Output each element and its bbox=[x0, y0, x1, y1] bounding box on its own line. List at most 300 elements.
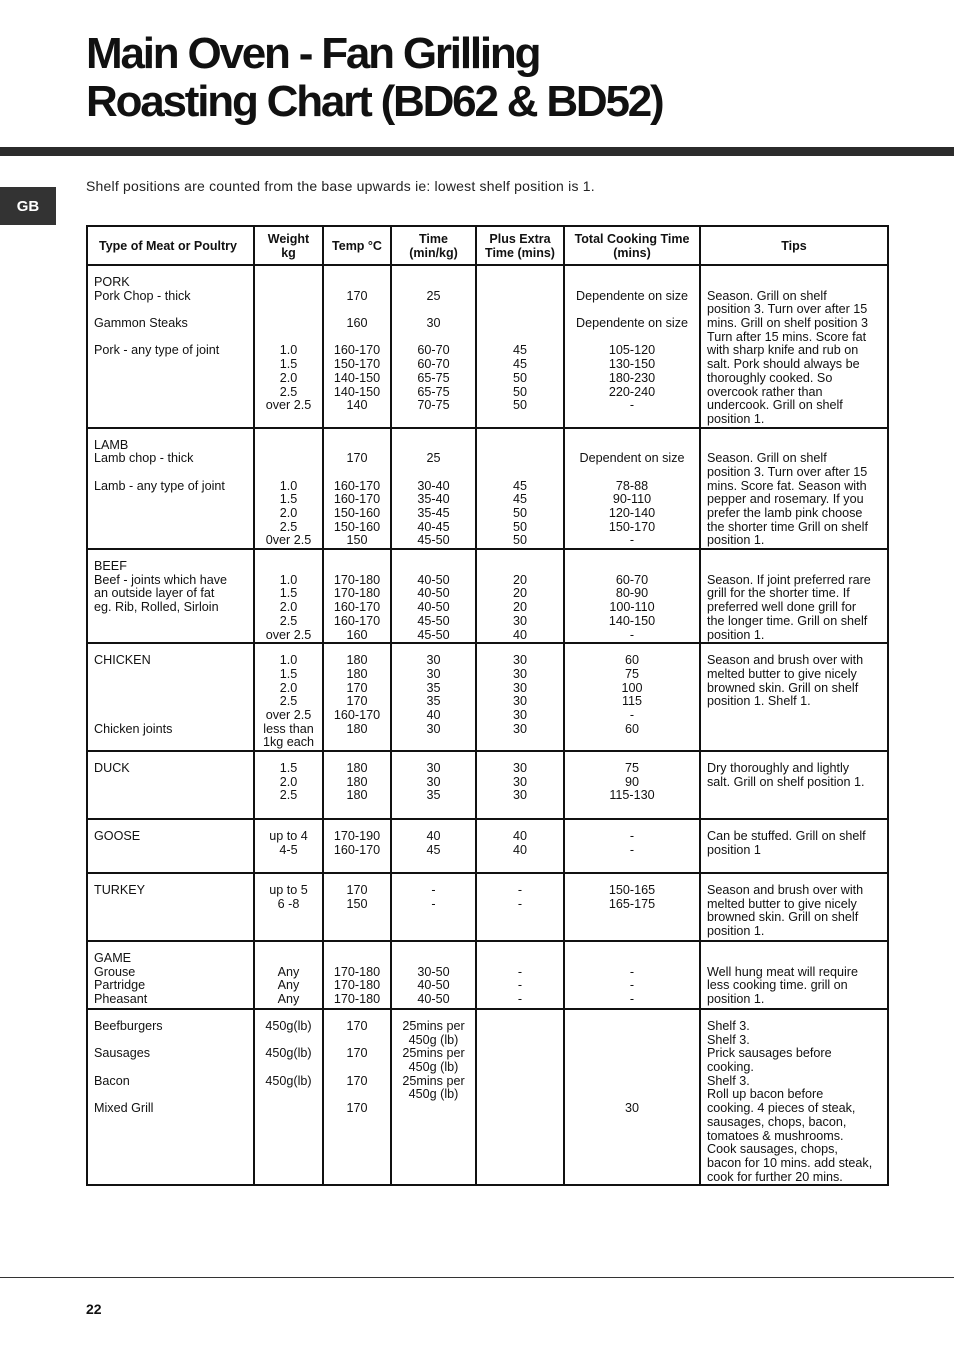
cell-total-time bbox=[564, 428, 700, 550]
cell-line: Prick sausages before bbox=[707, 1046, 832, 1061]
cell-time bbox=[391, 549, 476, 643]
cell-line: TURKEY bbox=[94, 883, 146, 897]
cell-line: 40 bbox=[512, 842, 527, 857]
cell-line: mins. Grill on shelf position 3 bbox=[707, 316, 868, 331]
cell-line: 40-50 bbox=[417, 978, 450, 993]
cell-line: 60-70 bbox=[615, 572, 649, 587]
cell-line: 25mins per bbox=[402, 1019, 465, 1033]
column-header-text: kg bbox=[281, 245, 296, 260]
cell-line: - bbox=[629, 842, 635, 857]
cell-line: 170 bbox=[346, 451, 368, 466]
cell-line: Any bbox=[277, 964, 300, 979]
cell-line: less than bbox=[263, 721, 314, 736]
cell-line: 150-160 bbox=[333, 506, 381, 520]
cell-line: 6 -8 bbox=[277, 896, 300, 911]
cell-line: Dependente on size bbox=[575, 316, 689, 331]
cell-weight bbox=[254, 1009, 323, 1185]
cell-tips bbox=[700, 265, 888, 428]
cell-line: 170-180 bbox=[333, 964, 381, 979]
cell-line: LAMB bbox=[94, 437, 129, 452]
cell-line: 180 bbox=[346, 774, 368, 789]
cell-extra-time bbox=[476, 941, 564, 1009]
cell-line: the shorter time Grill on shelf bbox=[707, 519, 868, 534]
cell-line: up to 5 bbox=[269, 883, 308, 897]
cell-temp bbox=[323, 1009, 391, 1185]
cell-line: 450g (lb) bbox=[408, 1087, 459, 1102]
cell-line: 1.5 bbox=[279, 761, 298, 775]
cell-temp bbox=[323, 265, 391, 428]
cell-total-time bbox=[564, 751, 700, 819]
footer-divider bbox=[0, 1277, 954, 1278]
cell-line: Pheasant bbox=[94, 992, 148, 1007]
cell-line: 120-140 bbox=[608, 506, 656, 520]
cell-line: 30-50 bbox=[417, 964, 450, 979]
cell-line bbox=[707, 439, 883, 453]
cell-line: Beefburgers bbox=[94, 1019, 163, 1033]
cell-line: 30 bbox=[512, 774, 527, 789]
cell-line bbox=[94, 1088, 249, 1102]
cell-line: Lamb chop - thick bbox=[94, 451, 194, 466]
cell-line: 2.0 bbox=[279, 506, 298, 520]
cell-line: 45-50 bbox=[417, 627, 450, 642]
cell-line: - bbox=[629, 978, 635, 993]
cell-weight bbox=[254, 265, 323, 428]
cell-line: 180 bbox=[346, 761, 368, 775]
cell-line: 1.0 bbox=[279, 478, 298, 493]
header-divider bbox=[0, 147, 954, 156]
cell-line: Season and brush over with bbox=[707, 883, 864, 897]
cell-line: 30 bbox=[512, 653, 527, 668]
cell-line: cooking. 4 pieces of steak, bbox=[707, 1101, 856, 1116]
page-title-line-2: Roasting Chart (BD62 & BD52) bbox=[86, 77, 663, 126]
cell-line bbox=[94, 331, 249, 345]
cell-line: Turn after 15 mins. Score fat bbox=[707, 329, 867, 344]
column-header-text: Temp °C bbox=[332, 238, 382, 253]
cell-line: 450g (lb) bbox=[408, 1032, 459, 1047]
cell-line bbox=[94, 1034, 249, 1048]
column-header-text: Type of Meat or Poultry bbox=[99, 238, 237, 253]
table-row bbox=[87, 549, 888, 643]
cell-line: 170 bbox=[346, 694, 368, 709]
column-header-text: Tips bbox=[781, 238, 807, 253]
cell-meat-type bbox=[87, 751, 254, 819]
column-header-text: Time bbox=[419, 231, 448, 246]
table-header-row bbox=[87, 226, 888, 265]
cell-line: 25 bbox=[426, 451, 441, 466]
cell-line: 450g(lb) bbox=[265, 1019, 312, 1033]
cell-line: over 2.5 bbox=[265, 398, 312, 413]
cell-line: 220-240 bbox=[608, 384, 656, 399]
cell-line: 50 bbox=[512, 398, 527, 413]
cell-line: 170 bbox=[346, 1046, 368, 1061]
cell-line: - bbox=[629, 829, 635, 843]
cell-line: 90-110 bbox=[612, 492, 652, 507]
table-row bbox=[87, 941, 888, 1009]
column-header-text: Total Cooking Time bbox=[574, 231, 690, 246]
cell-weight bbox=[254, 819, 323, 873]
cell-line: 35-45 bbox=[417, 506, 450, 520]
cell-time bbox=[391, 941, 476, 1009]
cell-line: BEEF bbox=[94, 559, 127, 574]
cell-line: 30 bbox=[426, 761, 441, 775]
cell-line: the longer time. Grill on shelf bbox=[707, 613, 868, 628]
cell-line: 450g(lb) bbox=[265, 1073, 312, 1088]
cell-line: browned skin. Grill on shelf bbox=[707, 680, 859, 695]
column-header-extra-time bbox=[476, 226, 564, 265]
cell-line: Pork Chop - thick bbox=[94, 288, 191, 303]
cell-line: Lamb - any type of joint bbox=[94, 478, 225, 493]
cell-line: 75 bbox=[624, 761, 639, 775]
cell-extra-time bbox=[476, 819, 564, 873]
cell-line: 2.0 bbox=[279, 370, 298, 385]
cell-meat-type bbox=[87, 428, 254, 550]
column-header-meat-type bbox=[87, 226, 254, 265]
cell-extra-time bbox=[476, 751, 564, 819]
cell-line: tomatoes & mushrooms. bbox=[707, 1128, 844, 1143]
cell-extra-time bbox=[476, 1009, 564, 1185]
cell-line: 4-5 bbox=[279, 842, 298, 857]
cell-line: 160-170 bbox=[333, 842, 381, 857]
cell-line: 1.0 bbox=[279, 343, 298, 358]
cell-line: - bbox=[517, 883, 523, 897]
cell-line: 1.5 bbox=[279, 357, 298, 372]
cell-line: 1.0 bbox=[279, 572, 298, 587]
cell-line: - bbox=[431, 883, 436, 897]
cell-line: 25 bbox=[426, 288, 441, 303]
column-header-tips bbox=[700, 226, 888, 265]
page-number: 22 bbox=[86, 1301, 102, 1317]
cell-line: 140-150 bbox=[333, 384, 381, 399]
cell-line bbox=[94, 303, 249, 317]
column-header-text: Time (mins) bbox=[485, 245, 555, 260]
cell-line: - bbox=[517, 978, 523, 993]
cell-line: preferred well done grill for bbox=[707, 600, 857, 615]
cell-tips bbox=[700, 428, 888, 550]
cell-weight bbox=[254, 941, 323, 1009]
column-header-total-time bbox=[564, 226, 700, 265]
cell-line: 1.5 bbox=[279, 492, 298, 507]
cell-line: pepper and rosemary. If you bbox=[707, 492, 864, 507]
cell-line: - bbox=[629, 398, 635, 413]
cell-line: melted butter to give nicely bbox=[707, 896, 857, 911]
cell-line: Pork - any type of joint bbox=[94, 343, 220, 358]
language-tab: GB bbox=[0, 187, 56, 225]
cell-line: Mixed Grill bbox=[94, 1101, 154, 1116]
cell-line: salt. Grill on shelf position 1. bbox=[707, 774, 865, 789]
cell-line: Season. Grill on shelf bbox=[707, 288, 827, 303]
cell-line: 1.5 bbox=[279, 666, 298, 681]
cell-line: 450g (lb) bbox=[408, 1060, 459, 1075]
column-header-text: Plus Extra bbox=[489, 231, 551, 246]
cell-line: 180-230 bbox=[608, 370, 656, 385]
cell-line: position 1. bbox=[707, 924, 765, 939]
cell-line: up to 4 bbox=[269, 829, 308, 843]
cell-extra-time bbox=[476, 549, 564, 643]
cell-line: 450g(lb) bbox=[265, 1046, 312, 1061]
cell-line: Season and brush over with bbox=[707, 653, 864, 668]
cell-line: bacon for 10 mins. add steak, bbox=[707, 1155, 873, 1170]
cell-time bbox=[391, 819, 476, 873]
cell-line: 30 bbox=[512, 721, 527, 736]
cell-line: 65-75 bbox=[417, 384, 450, 399]
cell-line: 160 bbox=[346, 316, 368, 331]
cell-line: position 1. bbox=[707, 411, 765, 426]
cell-time bbox=[391, 428, 476, 550]
cell-line: 25mins per bbox=[402, 1073, 465, 1088]
cell-line: 2.0 bbox=[279, 774, 298, 789]
page-title-line-1: Main Oven - Fan Grilling bbox=[86, 29, 540, 78]
cell-line: 2.5 bbox=[279, 519, 298, 534]
cell-tips bbox=[700, 751, 888, 819]
table-row bbox=[87, 643, 888, 751]
cell-line: 40 bbox=[512, 829, 527, 843]
cell-line: 40-50 bbox=[417, 586, 450, 601]
cell-line: Well hung meat will require bbox=[707, 964, 858, 979]
cell-line: Any bbox=[277, 992, 300, 1007]
cell-line: 35 bbox=[426, 788, 441, 803]
cell-time bbox=[391, 643, 476, 751]
cell-line: with sharp knife and rub on bbox=[707, 343, 859, 358]
cell-line: 50 bbox=[512, 519, 527, 534]
cell-temp bbox=[323, 428, 391, 550]
cell-line: 1.5 bbox=[279, 586, 298, 601]
cell-line: 2.0 bbox=[279, 680, 298, 695]
table-row bbox=[87, 428, 888, 550]
cell-line: cook for further 20 mins. bbox=[707, 1169, 843, 1184]
cell-line: 170 bbox=[346, 1101, 368, 1116]
cell-line: 30 bbox=[426, 653, 441, 668]
cell-line: 140 bbox=[346, 398, 368, 413]
column-header-weight bbox=[254, 226, 323, 265]
cell-extra-time bbox=[476, 873, 564, 941]
cell-meat-type bbox=[87, 643, 254, 751]
cell-line: Dependente on size bbox=[575, 288, 689, 303]
cell-line: cooking. bbox=[707, 1060, 754, 1075]
cell-line: - bbox=[629, 627, 635, 642]
cell-line: 140-150 bbox=[608, 613, 656, 628]
cell-time bbox=[391, 265, 476, 428]
cell-line bbox=[94, 695, 249, 709]
cell-line: browned skin. Grill on shelf bbox=[707, 910, 859, 925]
cell-line: 150-160 bbox=[333, 519, 381, 534]
page-title bbox=[86, 30, 663, 126]
cell-line: 170-180 bbox=[333, 586, 381, 601]
cell-line: 30 bbox=[512, 707, 527, 722]
cell-line: 1kg each bbox=[262, 735, 315, 750]
cell-line: 170 bbox=[346, 883, 368, 897]
cell-line: over 2.5 bbox=[265, 627, 312, 642]
cell-line: 180 bbox=[346, 653, 368, 668]
cell-line: 160-170 bbox=[333, 492, 381, 507]
cell-line: sausages, chops, bacon, bbox=[707, 1114, 847, 1129]
cell-line: 170-180 bbox=[333, 992, 381, 1007]
cell-line: 50 bbox=[512, 533, 527, 548]
cell-line: GAME bbox=[94, 951, 132, 965]
cell-line: 50 bbox=[512, 506, 527, 520]
cell-line: 40 bbox=[426, 829, 441, 843]
cell-line: - bbox=[629, 992, 635, 1007]
cell-line: Any bbox=[277, 978, 300, 993]
cell-line: 160-170 bbox=[333, 600, 381, 615]
cell-line: 2.5 bbox=[279, 788, 298, 803]
cell-line: Dry thoroughly and lightly bbox=[707, 761, 850, 775]
cell-line: - bbox=[629, 964, 635, 979]
cell-temp bbox=[323, 643, 391, 751]
cell-line: CHICKEN bbox=[94, 653, 151, 668]
cell-line: Season. If joint preferred rare bbox=[707, 572, 871, 587]
cell-line bbox=[707, 560, 883, 574]
cell-line: less cooking time. grill on bbox=[707, 978, 848, 993]
cell-weight bbox=[254, 751, 323, 819]
cell-line: - bbox=[629, 533, 635, 548]
cell-line: 170-190 bbox=[333, 829, 381, 843]
cell-tips bbox=[700, 819, 888, 873]
cell-line: 45-50 bbox=[417, 533, 450, 548]
cell-temp bbox=[323, 819, 391, 873]
cell-line: 40 bbox=[426, 707, 441, 722]
cell-line: Season. Grill on shelf bbox=[707, 451, 827, 466]
cell-line: 40-45 bbox=[417, 519, 450, 534]
cell-line: 45 bbox=[426, 842, 441, 857]
cell-line: 170 bbox=[346, 1073, 368, 1088]
cell-line: 30 bbox=[426, 721, 441, 736]
cell-tips bbox=[700, 549, 888, 643]
cell-line: 25mins per bbox=[402, 1046, 465, 1061]
cell-total-time bbox=[564, 643, 700, 751]
cell-line: Can be stuffed. Grill on shelf bbox=[707, 829, 866, 843]
table-row bbox=[87, 265, 888, 428]
cell-extra-time bbox=[476, 428, 564, 550]
cell-line: position 1. Shelf 1. bbox=[707, 694, 811, 709]
cell-line: 150 bbox=[346, 896, 368, 911]
cell-line: salt. Pork should always be bbox=[707, 357, 860, 372]
cell-line: Gammon Steaks bbox=[94, 316, 188, 331]
cell-line: 30 bbox=[512, 694, 527, 709]
cell-weight bbox=[254, 428, 323, 550]
roasting-chart-table bbox=[86, 225, 889, 1186]
cell-line: 30 bbox=[512, 666, 527, 681]
cell-line bbox=[94, 1061, 249, 1075]
cell-meat-type bbox=[87, 1009, 254, 1185]
cell-line: Grouse bbox=[94, 964, 136, 979]
cell-temp bbox=[323, 941, 391, 1009]
cell-line: 170 bbox=[346, 288, 368, 303]
cell-line: Shelf 3. bbox=[707, 1019, 750, 1033]
cell-tips bbox=[700, 643, 888, 751]
table-row bbox=[87, 1009, 888, 1185]
cell-line: Roll up bacon before bbox=[707, 1087, 824, 1102]
cell-line: Shelf 3. bbox=[707, 1073, 750, 1088]
table-row bbox=[87, 819, 888, 873]
cell-line: 150-170 bbox=[333, 357, 381, 372]
cell-line: 170 bbox=[346, 1019, 368, 1033]
cell-line: DUCK bbox=[94, 761, 130, 775]
cell-extra-time bbox=[476, 643, 564, 751]
cell-meat-type bbox=[87, 265, 254, 428]
cell-line: 160-170 bbox=[333, 707, 381, 722]
cell-line: - bbox=[517, 992, 523, 1007]
cell-line: 2.5 bbox=[279, 613, 298, 628]
cell-line: - bbox=[517, 896, 523, 911]
cell-line: 90 bbox=[624, 774, 639, 789]
column-header-text: (min/kg) bbox=[409, 245, 458, 260]
cell-line: 165-175 bbox=[608, 896, 656, 911]
cell-line: 100 bbox=[621, 680, 643, 695]
cell-line: 20 bbox=[512, 600, 527, 615]
table-row bbox=[87, 751, 888, 819]
cell-weight bbox=[254, 549, 323, 643]
cell-line: - bbox=[629, 707, 635, 722]
cell-tips bbox=[700, 1009, 888, 1185]
column-header-time bbox=[391, 226, 476, 265]
cell-line: 2.5 bbox=[279, 384, 298, 399]
cell-tips bbox=[700, 941, 888, 1009]
cell-line: 30 bbox=[426, 316, 441, 331]
cell-line: 130-150 bbox=[608, 357, 656, 372]
cell-line: 35 bbox=[426, 694, 441, 709]
cell-line: position 1. bbox=[707, 992, 765, 1007]
cell-line: position 1 bbox=[707, 842, 761, 857]
cell-line: 78-88 bbox=[615, 478, 649, 493]
intro-text: Shelf positions are counted from the base upwards ie: lowest shelf position is 1. bbox=[86, 178, 595, 194]
cell-line: 45 bbox=[512, 492, 527, 507]
cell-meat-type bbox=[87, 549, 254, 643]
cell-meat-type bbox=[87, 941, 254, 1009]
cell-line: 50 bbox=[512, 384, 527, 399]
cell-line: 35-40 bbox=[417, 492, 450, 507]
cell-meat-type bbox=[87, 819, 254, 873]
cell-line: GOOSE bbox=[94, 829, 141, 843]
cell-line: 160-170 bbox=[333, 613, 381, 628]
cell-line: 2.0 bbox=[279, 600, 298, 615]
cell-line: 140-150 bbox=[333, 370, 381, 385]
cell-line: melted butter to give nicely bbox=[707, 666, 857, 681]
cell-line: Sausages bbox=[94, 1046, 151, 1061]
cell-line: PORK bbox=[94, 275, 130, 289]
cell-line: an outside layer of fat bbox=[94, 586, 215, 601]
cell-line: position 3. Turn over after 15 bbox=[707, 302, 868, 317]
cell-line: 75 bbox=[624, 666, 639, 681]
cell-line: 60 bbox=[624, 721, 639, 736]
cell-line: Beef - joints which have bbox=[94, 572, 228, 587]
cell-temp bbox=[323, 751, 391, 819]
cell-line: Dependent on size bbox=[579, 451, 685, 466]
cell-line: Shelf 3. bbox=[707, 1032, 750, 1047]
cell-line bbox=[94, 682, 249, 696]
cell-line: eg. Rib, Rolled, Sirloin bbox=[94, 600, 219, 615]
cell-line: 100-110 bbox=[609, 600, 655, 615]
cell-line: 45 bbox=[512, 478, 527, 493]
cell-line: 1.0 bbox=[279, 653, 298, 668]
cell-line: position 1. bbox=[707, 533, 765, 548]
cell-time bbox=[391, 873, 476, 941]
cell-line: 35 bbox=[426, 680, 441, 695]
cell-meat-type bbox=[87, 873, 254, 941]
cell-line: 30-40 bbox=[417, 478, 450, 493]
cell-line: 20 bbox=[512, 572, 527, 587]
cell-line: 65-75 bbox=[417, 370, 450, 385]
cell-time bbox=[391, 751, 476, 819]
cell-line: 40-50 bbox=[417, 992, 450, 1007]
cell-line: 150-165 bbox=[608, 883, 656, 897]
cell-line: 170-180 bbox=[333, 978, 381, 993]
cell-temp bbox=[323, 549, 391, 643]
cell-line: position 1. bbox=[707, 627, 765, 642]
table-row bbox=[87, 873, 888, 941]
cell-line: 45 bbox=[512, 343, 527, 358]
cell-line: mins. Score fat. Season with bbox=[707, 478, 867, 493]
cell-line bbox=[94, 668, 249, 682]
